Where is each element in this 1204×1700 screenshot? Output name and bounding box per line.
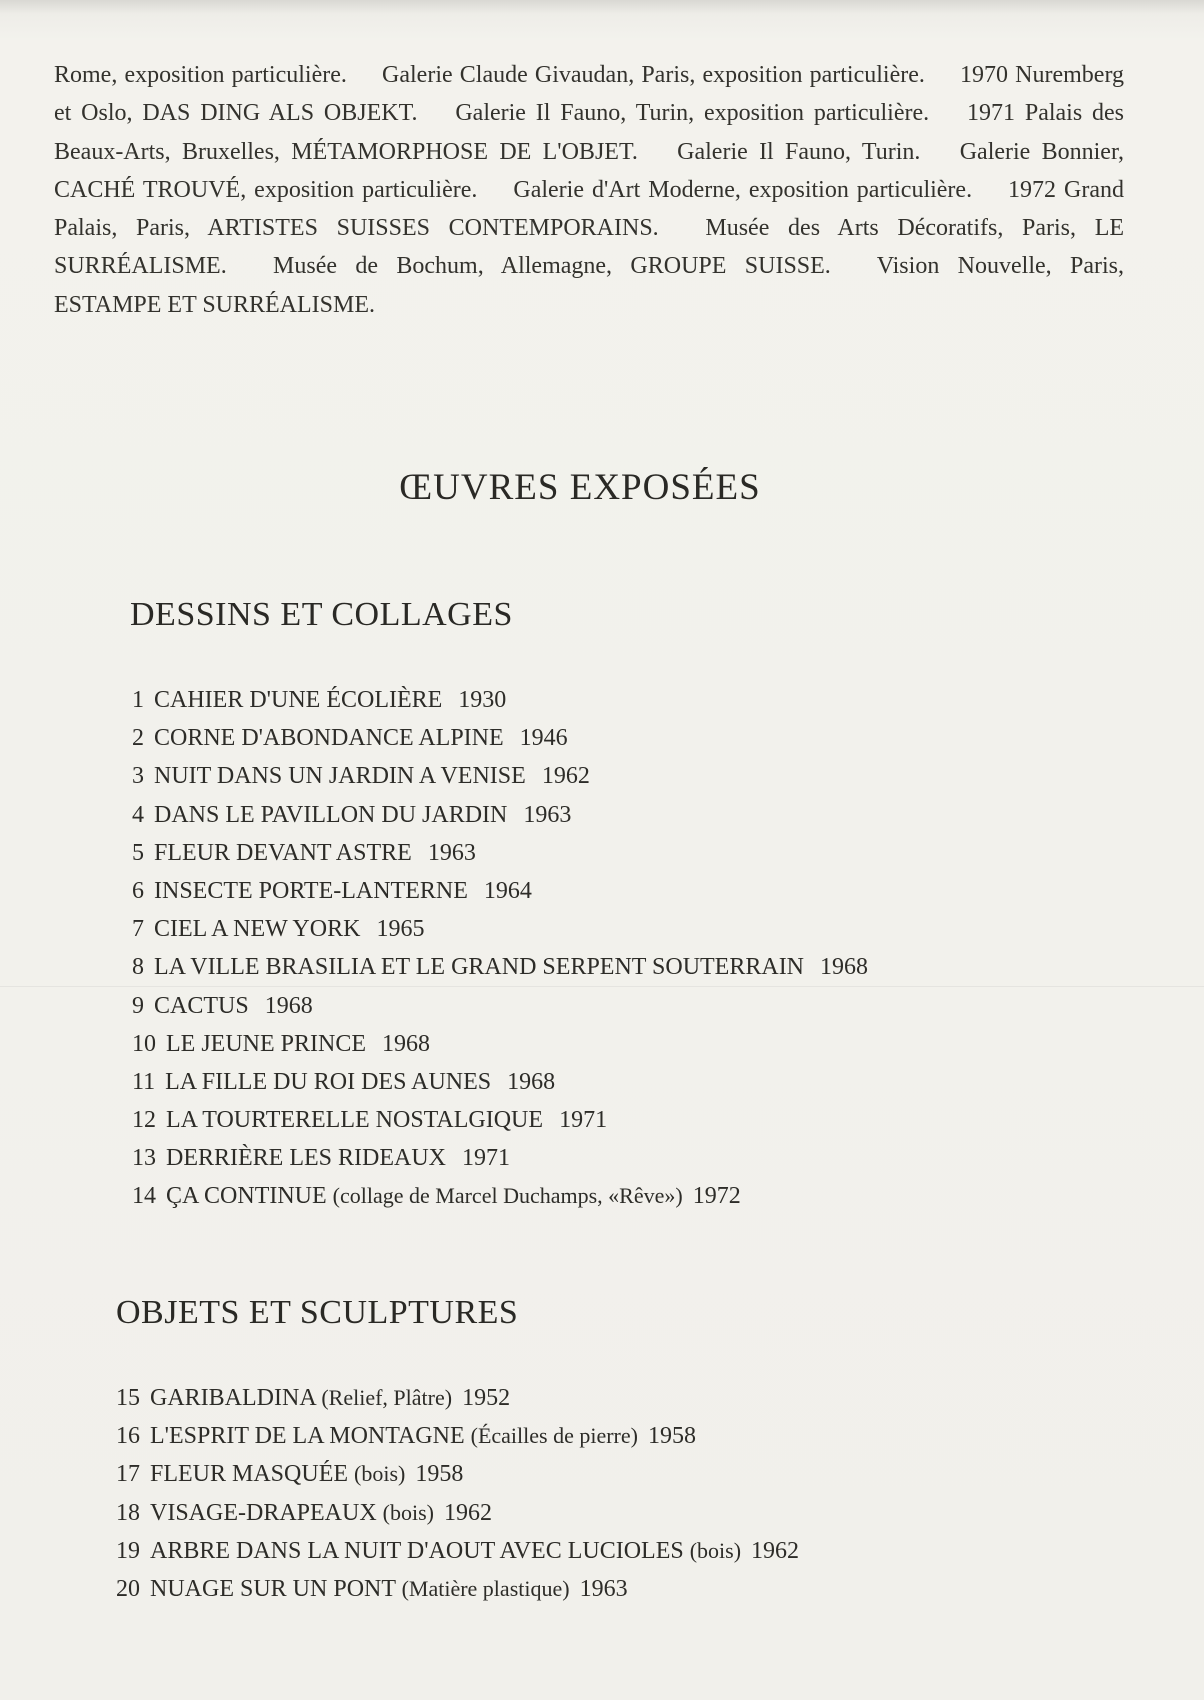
artwork-number: 2 (132, 725, 144, 752)
artwork-list-item (132, 1177, 868, 1215)
artwork-title: ARBRE DANS LA NUIT D'AOUT AVEC LUCIOLES (150, 1537, 684, 1564)
artwork-year: 1958 (415, 1461, 464, 1488)
artwork-year: 1963 (427, 839, 476, 866)
artwork-year: 1971 (461, 1145, 510, 1172)
exhibition-entry: 1970 Nuremberg et Oslo, DAS DING ALS OBJEKT. (54, 62, 1125, 127)
artwork-list-item (132, 1025, 868, 1063)
artwork-number: 6 (132, 877, 144, 904)
artwork-year: 1965 (376, 916, 425, 943)
artwork-list-item (116, 1417, 799, 1455)
artwork-number: 9 (132, 992, 144, 1019)
artwork-title: INSECTE PORTE-LANTERNE (154, 877, 468, 904)
artwork-list-item (132, 948, 868, 986)
artwork-number: 4 (132, 801, 144, 828)
artwork-number: 1 (132, 687, 144, 713)
exhibition-history-paragraph (54, 56, 1124, 324)
artwork-title: LA TOURTERELLE NOSTALGIQUE (166, 1107, 544, 1134)
artwork-year: 1962 (541, 763, 590, 790)
artwork-year: 1930 (458, 687, 507, 713)
artwork-year: 1962 (751, 1537, 800, 1564)
artwork-title: FLEUR MASQUÉE (150, 1461, 349, 1488)
artwork-title: CACTUS (154, 992, 249, 1019)
exhibition-entry: 1971 Palais des Beaux-Arts, Bruxelles, MÉTAMORPHOSE DE L'OBJET. (54, 100, 1125, 165)
artwork-number: 12 (132, 1107, 156, 1134)
artwork-title: CORNE D'ABONDANCE ALPINE (154, 725, 504, 752)
exhibition-entry: 1972 Grand Palais, Paris, ARTISTES SUISSES CONTEMPORAINS. (54, 176, 1124, 242)
artwork-list-item (132, 910, 868, 948)
artwork-title: DERRIÈRE LES RIDEAUX (166, 1145, 446, 1172)
exhibition-entry: Galerie d'Art Moderne, exposition particulière. (513, 176, 973, 203)
artwork-year: 1963 (579, 1575, 628, 1602)
artwork-title: LA VILLE BRASILIA ET LE GRAND SERPENT SOUTERRAIN (154, 954, 805, 981)
exhibition-entry: Musée de Bochum, Allemagne, GROUPE SUISSE. (273, 253, 831, 280)
artwork-year: 1972 (692, 1183, 741, 1210)
exhibition-entry: Galerie Il Fauno, Turin, exposition particulière. (455, 100, 930, 127)
artwork-medium-note: (collage de Marcel Duchamps, «Rêve») (332, 1183, 683, 1209)
artwork-year: 1968 (382, 1030, 430, 1057)
drawings-list (132, 681, 868, 1216)
exhibition-entry: Galerie Bonnier, CACHÉ TROUVÉ, exposition particulière. (54, 138, 1124, 203)
artwork-medium-note: (bois) (689, 1537, 742, 1563)
objects-list (116, 1379, 799, 1608)
artwork-title: CIEL A NEW YORK (154, 916, 361, 943)
artwork-number: 8 (132, 954, 144, 981)
artwork-number: 18 (116, 1499, 140, 1526)
artwork-year: 1962 (444, 1499, 492, 1526)
artwork-list-item (132, 1063, 868, 1101)
artwork-year: 1968 (507, 1068, 556, 1095)
artwork-year: 1971 (559, 1107, 608, 1134)
artwork-year: 1968 (264, 992, 313, 1019)
artwork-title: ÇA CONTINUE (166, 1183, 327, 1210)
artwork-number: 13 (132, 1145, 156, 1172)
artwork-number: 16 (116, 1423, 140, 1450)
artwork-title: DANS LE PAVILLON DU JARDIN (154, 801, 508, 828)
artwork-title: NUIT DANS UN JARDIN A VENISE (154, 763, 526, 790)
artwork-title: GARIBALDINA (150, 1385, 316, 1411)
exhibition-entry: Musée des Arts Décoratifs, Paris, LE SURRÉALISME. (54, 215, 1125, 280)
artwork-medium-note: (Écailles de pierre) (470, 1423, 638, 1449)
artwork-list-item (132, 1101, 868, 1139)
artwork-list-item (132, 719, 868, 757)
artwork-medium-note: (bois) (382, 1499, 434, 1525)
artwork-year: 1963 (523, 801, 572, 828)
artwork-title: LA FILLE DU ROI DES AUNES (165, 1068, 492, 1095)
artwork-title: LE JEUNE PRINCE (166, 1030, 366, 1057)
artwork-number: 3 (132, 763, 144, 790)
artwork-number: 11 (132, 1068, 156, 1095)
artwork-list-item (116, 1379, 799, 1417)
artwork-list-item (132, 757, 868, 795)
artwork-year: 1968 (820, 954, 869, 981)
artwork-title: NUAGE SUR UN PONT (150, 1575, 396, 1602)
artwork-list-item (132, 872, 868, 910)
artwork-list-item (116, 1532, 799, 1570)
exhibition-entry: Rome, exposition particulière. (54, 62, 347, 88)
artwork-number: 5 (132, 839, 144, 866)
artwork-year: 1952 (462, 1385, 511, 1411)
artwork-year: 1958 (647, 1423, 696, 1450)
section-heading-objects: OBJETS ET SCULPTURES (116, 1294, 519, 1331)
artwork-number: 10 (132, 1030, 156, 1057)
exhibition-entry: Galerie Claude Givaudan, Paris, exposition particulière. (382, 62, 925, 88)
artwork-title: CAHIER D'UNE ÉCOLIÈRE (154, 687, 443, 713)
exhibition-entry: Vision Nouvelle, Paris, ESTAMPE ET SURRÉALISME. (54, 253, 1125, 318)
artwork-list-item (116, 1494, 799, 1532)
artwork-title: VISAGE-DRAPEAUX (150, 1499, 377, 1526)
artwork-list-item (132, 681, 868, 719)
artwork-number: 7 (132, 916, 144, 943)
artwork-title: L'ESPRIT DE LA MONTAGNE (150, 1423, 465, 1450)
artwork-list-item (132, 834, 868, 872)
artwork-year: 1964 (483, 877, 532, 904)
artwork-list-item (132, 1139, 868, 1177)
artwork-number: 20 (116, 1575, 140, 1602)
artwork-medium-note: (Relief, Plâtre) (321, 1385, 453, 1410)
artwork-list-item (132, 987, 868, 1025)
artwork-number: 17 (116, 1461, 140, 1488)
section-heading-drawings: DESSINS ET COLLAGES (130, 596, 513, 633)
artwork-medium-note: (bois) (354, 1461, 406, 1487)
artwork-medium-note: (Matière plastique) (401, 1575, 570, 1601)
artwork-list-item (132, 796, 868, 834)
artwork-year: 1946 (519, 725, 568, 752)
artwork-number: 14 (132, 1183, 156, 1210)
artwork-list-item (116, 1570, 799, 1608)
exhibition-entry: Galerie Il Fauno, Turin. (677, 138, 921, 165)
page-title: ŒUVRES EXPOSÉES (399, 467, 761, 508)
artwork-list-item (116, 1455, 799, 1493)
artwork-title: FLEUR DEVANT ASTRE (154, 839, 412, 866)
artwork-number: 15 (116, 1385, 140, 1411)
artwork-number: 19 (116, 1537, 140, 1564)
